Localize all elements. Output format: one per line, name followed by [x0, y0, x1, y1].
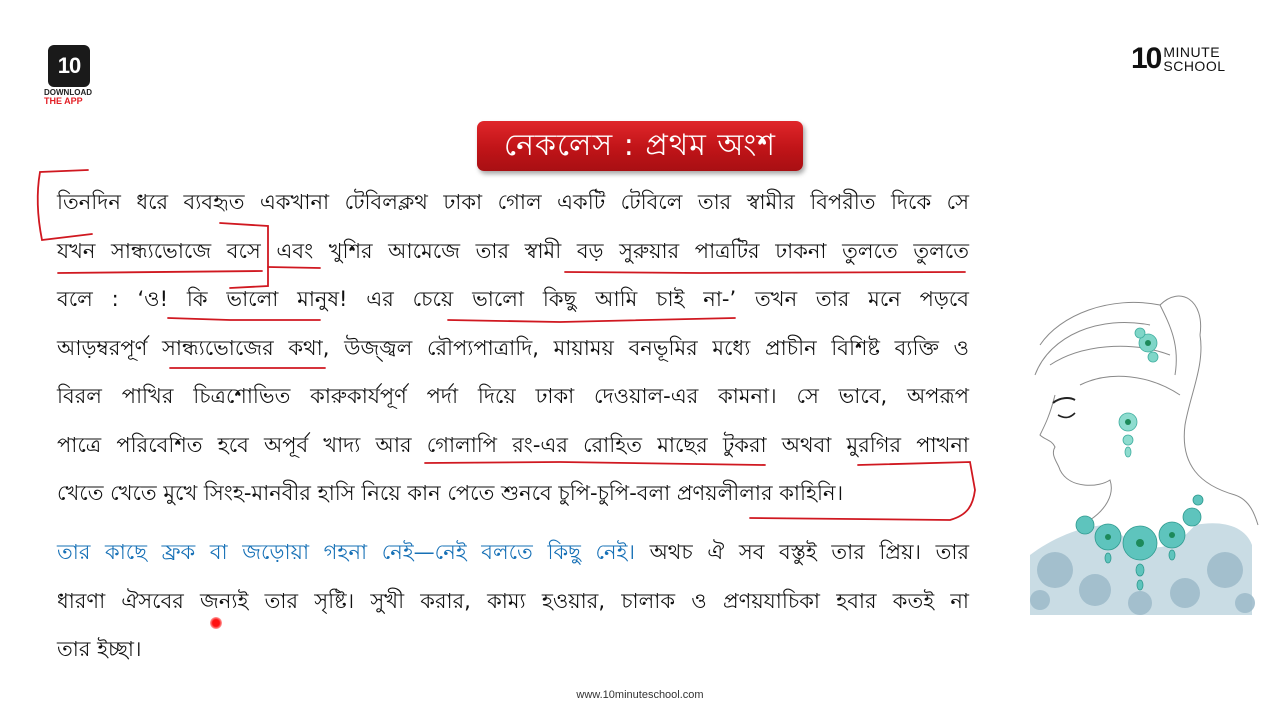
paragraph-1-line: বিরল পাখির চিত্রশোভিত কারুকার্যপূর্ণ পর্দা দিয়ে ঢাকা দেওয়াল-এর কামনা। সে ভাবে, অপরূপ — [57, 384, 969, 408]
paragraph-1-line: আড়ম্বরপূর্ণ সান্ধ্যভোজের কথা, উজ্জ্বল রৌপ্যপাত্রাদি, মায়াময় বনভূমির মধ্যে প্রাচীন বিশিষ্ট ব্যক্তি ও — [57, 335, 969, 360]
app-badge-logo-icon: 10 — [57, 53, 81, 78]
paragraph-2-line — [57, 528, 969, 577]
paragraph-2-text: অথচ ঐ সব বস্তুই তার প্রিয়। তার — [634, 540, 969, 564]
paragraph-1 — [57, 178, 969, 518]
download-label: DOWNLOAD — [44, 88, 92, 97]
download-app-caption — [44, 88, 92, 106]
paragraph-1-line: পাত্রে পরিবেশিত হবে অপূর্ব খাদ্য আর গোলাপি রং-এর রোহিত মাছের টুকরা অথবা মুরগির পাখনা — [57, 432, 969, 457]
brand-word-minute: MINUTE — [1163, 44, 1221, 60]
paragraph-1-line: খেতে খেতে মুখে সিংহ-মানবীর হাসি নিয়ে কান পেতে শুনবে চুপি-চুপি-বলা প্রণয়লীলার কাহিনি। — [57, 481, 844, 505]
brand-number: 10 — [1131, 42, 1161, 75]
paragraph-1-line: তিনদিন ধরে ব্যবহৃত একখানা টেবিলক্লথ ঢাকা গোল একটি টেবিলে তার স্বামীর বিপরীত দিকে সে — [57, 190, 969, 214]
paragraph-1-line: বলে : ‘ও! কি ভালো মানুষ! এর চেয়ে ভালো কিছু আমি চাই না-’ তখন তার মনে পড়বে — [57, 287, 969, 311]
woman-with-necklace-illustration-icon — [1020, 225, 1260, 615]
slide-title: নেকলেস : প্রথম অংশ — [503, 127, 777, 163]
footer-website-url[interactable]: www.10minuteschool.com — [576, 689, 704, 701]
paragraph-2-line: তার ইচ্ছা। — [57, 637, 142, 661]
laser-pointer-dot — [210, 617, 222, 629]
brand-word-school: SCHOOL — [1163, 58, 1226, 74]
download-app-badge[interactable] — [48, 45, 90, 87]
paragraph-2 — [57, 528, 969, 674]
ten-minute-school-logo — [1131, 44, 1226, 74]
highlighted-sentence: তার কাছে ফ্রক বা জড়োয়া গহনা নেই—নেই বলতে কিছু নেই। — [57, 540, 635, 564]
paragraph-1-line: যখন সান্ধ্যভোজে বসে এবং খুশির আমেজে তার স্বামী বড় সুরুয়ার পাত্রটির ঢাকনা তুলতে তুলতে — [57, 238, 969, 263]
the-app-label: THE APP — [44, 96, 83, 106]
slide-title-banner — [477, 121, 803, 171]
paragraph-2-line: ধারণা ঐসবের জন্যই তার সৃষ্টি। সুখী করার, কাম্য হওয়ার, চালাক ও প্রণয়যাচিকা হবার কতই না — [57, 588, 969, 613]
